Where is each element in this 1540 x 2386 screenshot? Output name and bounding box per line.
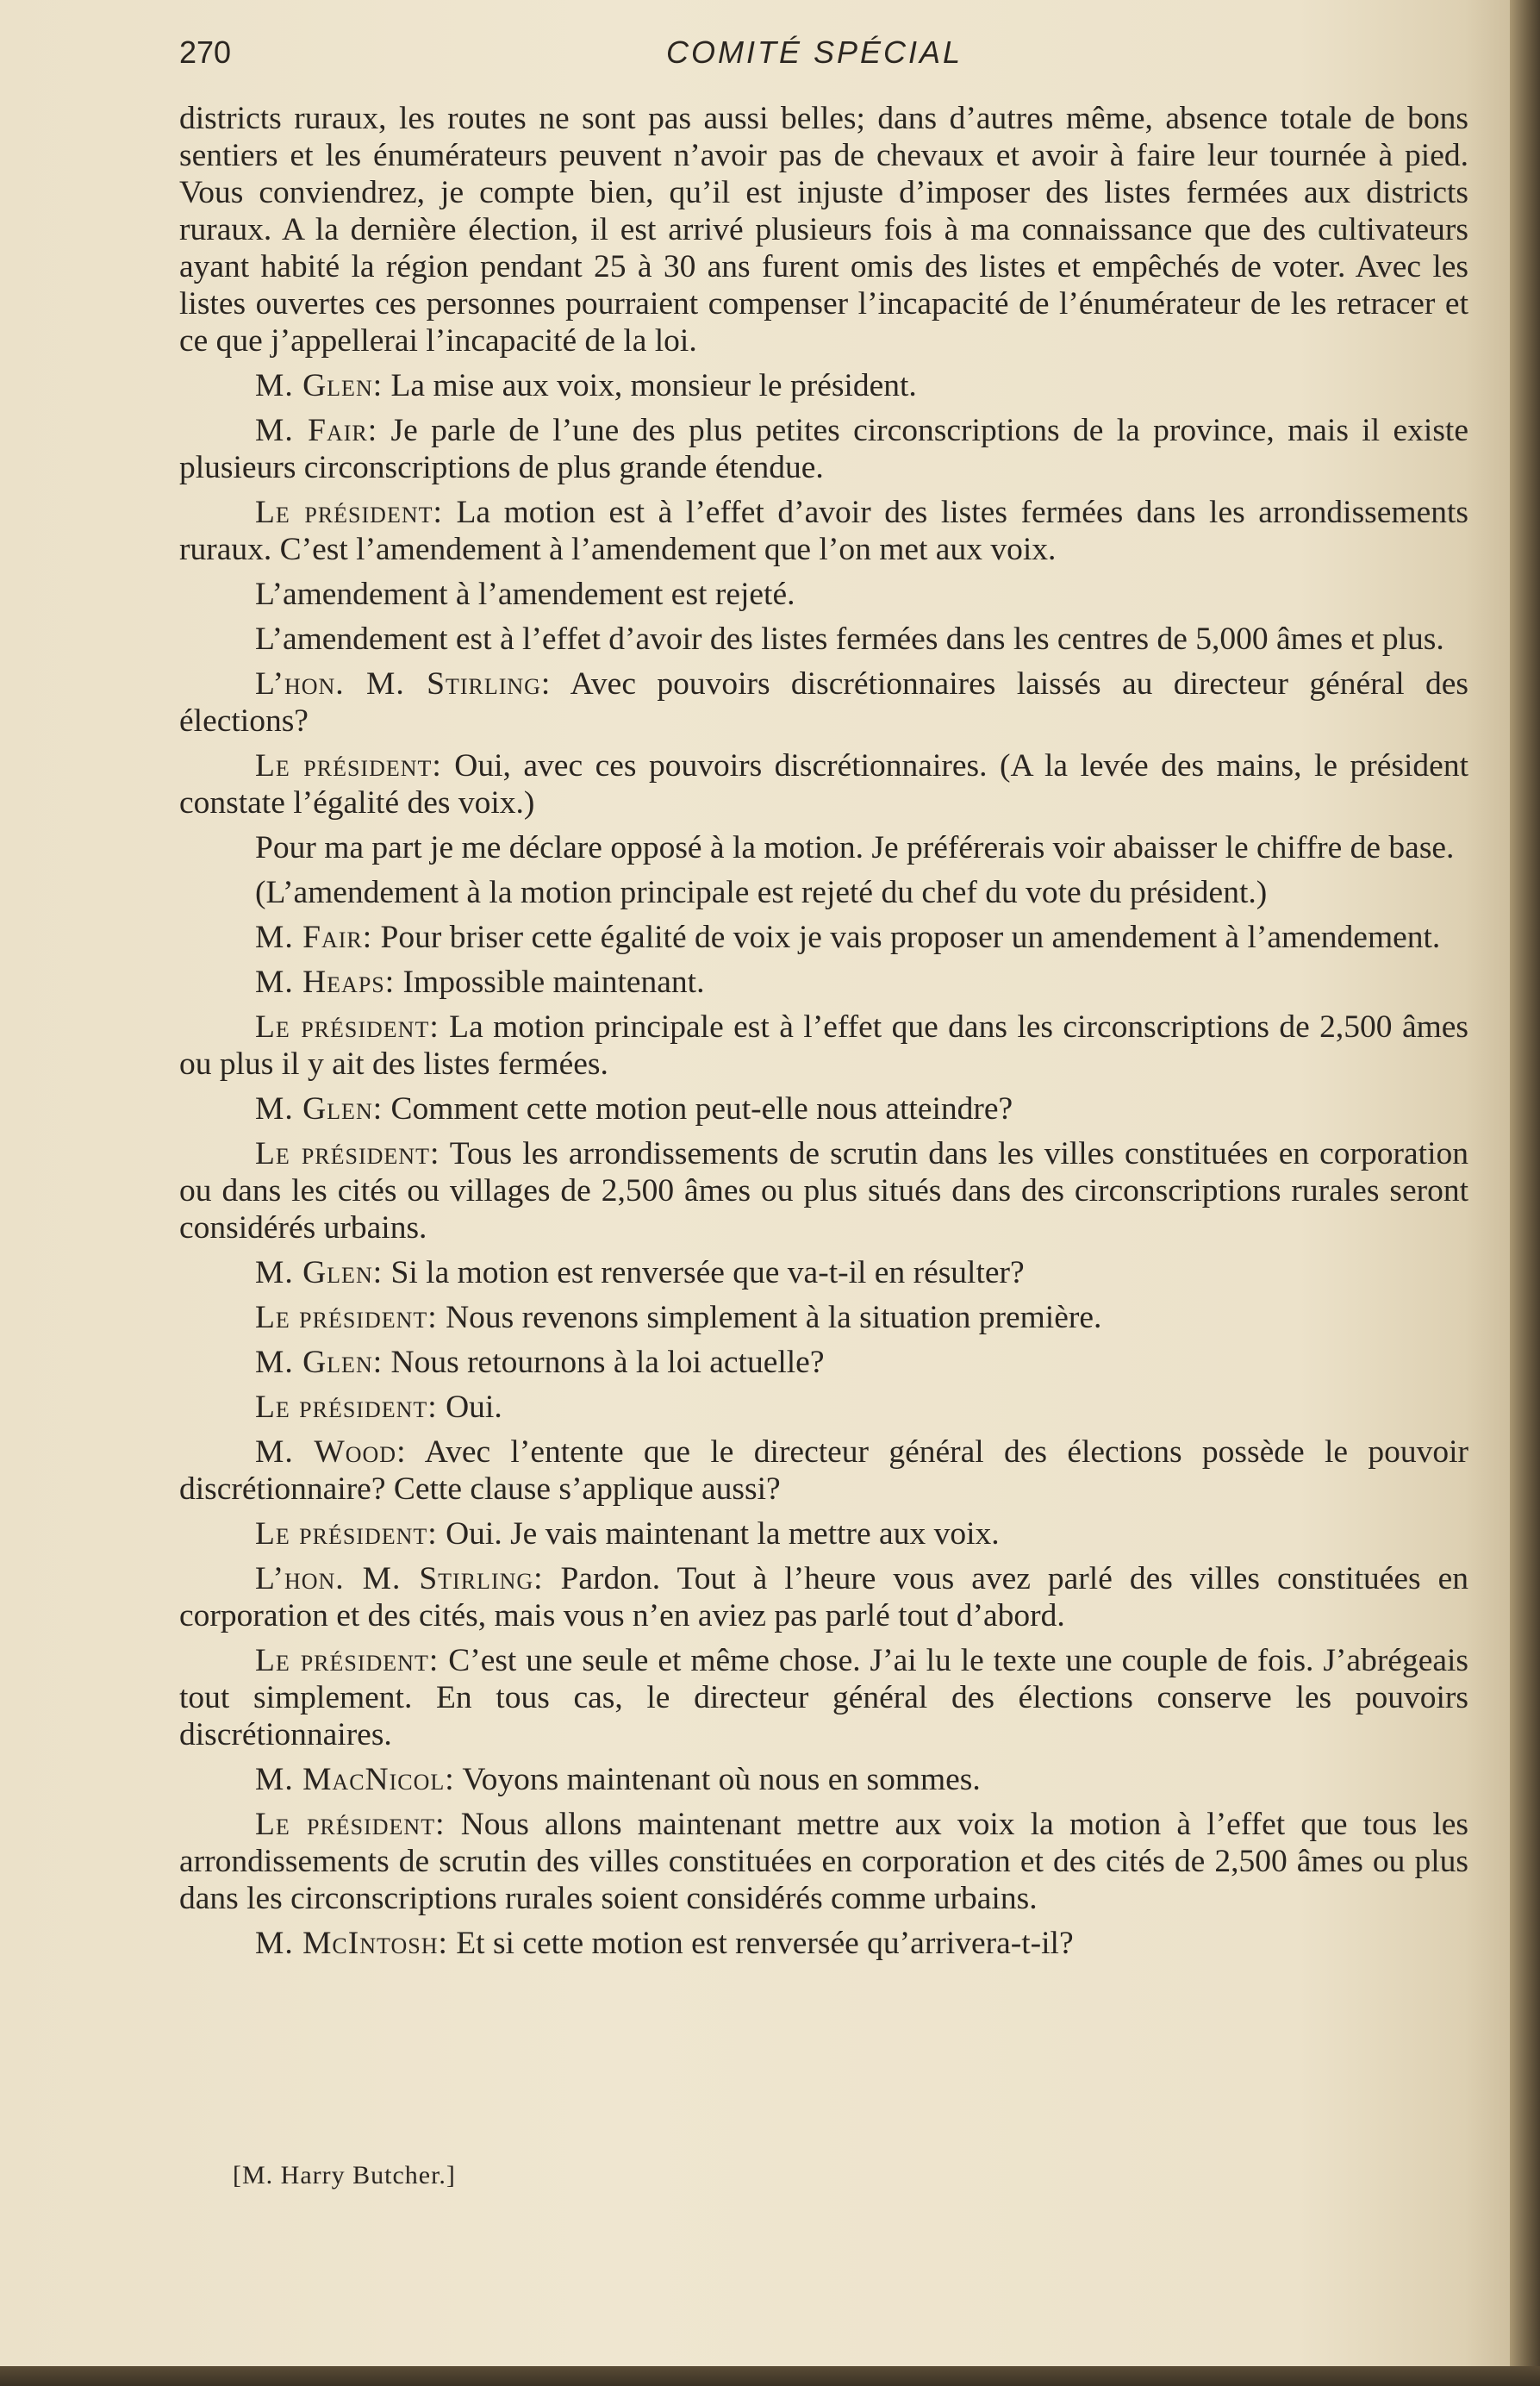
paragraph <box>179 367 1468 404</box>
paragraph-text: La mise aux voix, monsieur le président. <box>383 368 917 403</box>
paragraph <box>179 1009 1468 1083</box>
paragraph-text: Avec pouvoirs discrétionnaires laissés au directeur général des élections? <box>179 666 1468 739</box>
paragraph-text: Comment cette motion peut-elle nous atteindre? <box>383 1091 1013 1127</box>
paragraph-text: (L’amendement à la motion principale est rejeté du chef du vote du président.) <box>255 875 1268 910</box>
paragraph-text: Impossible maintenant. <box>395 965 705 1000</box>
speaker: M. Fair: <box>255 920 373 955</box>
speaker: M. McIntosh: <box>255 1926 448 1961</box>
paragraph-text: Avec l’entente que le directeur général des élections possède le pouvoir discrétionnaire? Cette clause s’applique aussi? <box>179 1434 1469 1507</box>
paragraph <box>179 919 1468 956</box>
paragraph-text: Oui. <box>437 1390 502 1425</box>
speaker: Le président: <box>255 1516 438 1552</box>
paragraph-text: districts ruraux, les routes ne sont pas aussi belles; dans d’autres même, absence totale de bons sentiers et les énumérateurs peuvent n’avoir pas de chevaux et avoir à faire leur tournée à pied. Vous conviendrez, je compte bien, qu’il est injuste d’imposer des listes fermées aux districts ruraux. A la dernière élection, il est arrivé plusieurs fois à ma connaissance que des cultivateurs ayant habité la région pendant 25 à 30 ans furent omis des listes et empêchés de voter. Avec les listes ouvertes ces personnes pourraient compenser l’incapacité de l’énumérateur de les retracer et ce que j’appellerai l’incapacité de la loi. <box>179 101 1468 359</box>
speaker: M. Fair: <box>255 413 378 448</box>
paragraph <box>179 412 1468 486</box>
paragraph <box>179 1135 1468 1246</box>
speaker: M. Glen: <box>255 368 383 403</box>
speaker: Le président: <box>255 1009 440 1045</box>
paragraph <box>179 621 1468 658</box>
speaker: Le président: <box>255 1643 440 1678</box>
speaker: M. Glen: <box>255 1091 383 1127</box>
paragraph <box>179 1761 1468 1798</box>
speaker: Le président: <box>255 748 442 784</box>
speaker: Le président: <box>255 1390 438 1425</box>
speaker: M. Glen: <box>255 1345 383 1380</box>
paragraph <box>179 1299 1468 1336</box>
paragraph-text: L’amendement à l’amendement est rejeté. <box>255 577 795 612</box>
paragraph-text: Nous retournons à la loi actuelle? <box>383 1345 825 1380</box>
paragraph <box>179 964 1468 1001</box>
paragraph <box>179 1925 1468 1962</box>
paragraph-text: Voyons maintenant où nous en sommes. <box>454 1762 981 1797</box>
speaker: Le président: <box>255 1300 438 1335</box>
paragraph-text: Nous revenons simplement à la situation première. <box>437 1300 1102 1335</box>
paragraph <box>179 829 1468 866</box>
body-text <box>179 100 1468 1970</box>
paragraph-text: Et si cette motion est renversée qu’arrivera-t-il? <box>447 1926 1074 1961</box>
paragraph <box>179 747 1468 821</box>
page-bottom-edge <box>0 2366 1540 2386</box>
paragraph-text: Tous les arrondissements de scrutin dans les villes constituées en corporation ou dans les cités ou villages de 2,500 âmes ou plus situés dans des circonscriptions rurales seront considérés urbains. <box>179 1136 1469 1246</box>
paragraph <box>179 494 1468 568</box>
paragraph-text: Pardon. Tout à l’heure vous avez parlé des villes constituées en corporation et des cités, mais vous n’en aviez pas parlé tout d’abord. <box>179 1561 1468 1633</box>
paragraph-text: La motion est à l’effet d’avoir des listes fermées dans les arrondissements ruraux. C’est l’amendement à l’amendement que l’on met aux voix. <box>179 495 1468 567</box>
page-number: 270 <box>179 34 232 70</box>
speaker: L’hon. M. Stirling: <box>255 1561 544 1596</box>
paragraph-text: Pour ma part je me déclare opposé à la motion. Je préférerais voir abaisser le chiffre de base. <box>255 830 1455 865</box>
paragraph <box>179 1515 1468 1552</box>
paragraph <box>179 576 1468 613</box>
paragraph <box>179 1090 1468 1127</box>
paragraph <box>179 665 1468 740</box>
speaker: Le président: <box>255 1136 440 1171</box>
paragraph <box>179 1806 1468 1917</box>
paragraph-text: C’est une seule et même chose. J’ai lu le texte une couple de fois. J’abrégeais tout simplement. En tous cas, le directeur général des élections conserve les pouvoirs discrétionnaires. <box>179 1643 1468 1752</box>
speaker: M. MacNicol: <box>255 1762 455 1797</box>
paragraph-text: Oui, avec ces pouvoirs discrétionnaires. (A la levée des mains, le président constate l’égalité des voix.) <box>179 748 1468 821</box>
paragraph <box>179 874 1468 911</box>
paragraph-text: Si la motion est renversée que va-t-il en résulter? <box>383 1255 1025 1290</box>
speaker: M. Heaps: <box>255 965 396 1000</box>
paragraph <box>179 1560 1468 1634</box>
speaker: Le président: <box>255 1807 446 1842</box>
paragraph-text: L’amendement est à l’effet d’avoir des listes fermées dans les centres de 5,000 âmes et plus. <box>255 621 1444 657</box>
reporter-note: [M. Harry Butcher.] <box>233 2161 456 2189</box>
paragraph <box>179 1344 1468 1381</box>
page-header <box>179 34 1472 86</box>
speaker: M. Wood: <box>255 1434 407 1470</box>
paragraph <box>179 100 1468 359</box>
paragraph <box>179 1254 1468 1291</box>
paragraph-text: Nous allons maintenant mettre aux voix la motion à l’effet que tous les arrondissements de scrutin des villes constituées en corporation et des cités de 2,500 âmes ou plus dans les circonscriptions rurales soient considérés comme urbains. <box>179 1807 1468 1916</box>
paragraph <box>179 1642 1468 1753</box>
running-head: COMITÉ SPÉCIAL <box>666 34 963 70</box>
speaker: M. Glen: <box>255 1255 383 1290</box>
paragraph-text: La motion principale est à l’effet que dans les circonscriptions de 2,500 âmes ou plus il y ait des listes fermées. <box>179 1009 1469 1082</box>
paragraph <box>179 1433 1468 1508</box>
paragraph-text: Pour briser cette égalité de voix je vais proposer un amendement à l’amendement. <box>372 920 1441 955</box>
speaker: Le président: <box>255 495 443 530</box>
paragraph-text: Je parle de l’une des plus petites circonscriptions de la province, mais il existe plusieurs circonscriptions de plus grande étendue. <box>179 413 1468 485</box>
book-binding <box>1510 0 1540 2386</box>
paragraph-text: Oui. Je vais maintenant la mettre aux voix. <box>437 1516 1000 1552</box>
speaker: L’hon. M. Stirling: <box>255 666 552 702</box>
paragraph <box>179 1389 1468 1426</box>
